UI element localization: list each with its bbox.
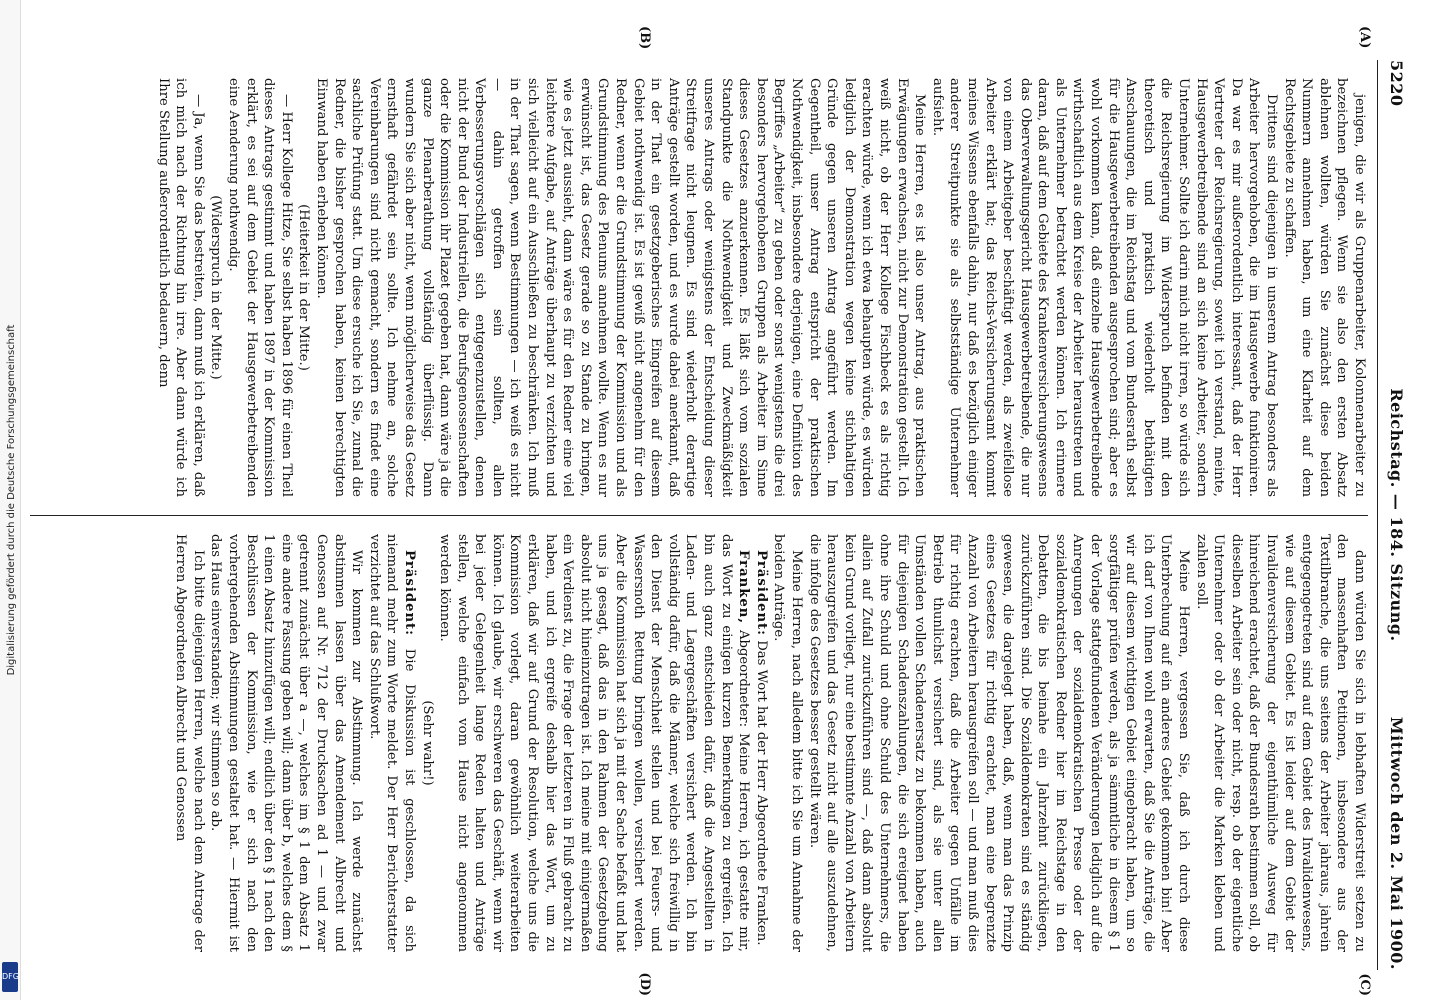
paragraph: dann würden Sie sich in lebhaften Widerstreit setzen zu den massenhaften Petitionen, insbesondere aus der Textilbranche, die uns seitens der Arbeiter jahraus, jahrein entgegengetreten sind auf dem Gebiet des Invalidenwesens, wie auf diesem Gebiet. Es ist leider auf dem Gebiet der Invalidenversicherung der eigenthümliche Ausweg für hinreichend erachtet, daß der Bundesrath bestimmen soll, ob dieselben Arbeiter sein oder nicht, resp. ob der eigentliche Unternehmer oder ob der Arbeiter die Marken kleben und zahlen soll. (1193, 534, 1367, 952)
paragraph: Meine Herren, es ist also unser Antrag, aus praktischen Erwägungen erwachsen, nicht zur Demonstration gestellt. Ich weiß nicht, ob der Herr Kollege Fischbeck es als richtig erachten würde, wenn ich etwa behaupten würde, es würden lediglich der Demonstration wegen keine stichhaltigen Gründe gegen unseren Antrag angeführt werden. Im Gegentheil, unser Antrag entspricht der praktischen Nothwendigkeit, insbesondere derjenigen, eine Definition des Begriffes „Arbeiter“ zu geben oder sonst wenigstens die drei besonders hervorgehobenen Gruppen als Arbeiter im Sinne dieses Gesetzes anzuerkennen. Es läßt sich vom sozialen Standpunkte die Nothwendigkeit und Zweckmäßigkeit unseres Antrags oder wenigstens der Entscheidung dieser Streitfrage nicht leugnen. Es sind wiederholt derartige Anträge gestellt worden, und es wurde dabei anerkannt, daß in der That ein gesetzgeberisches Eingreifen auf diesem Gebiet nothwendig ist. Es ist gewiß nicht angenehm für den Redner, wenn er die Grundstimmung der Kommission und als Grundstimmung des Plenums annehmen wollte. Wenn es nur erwünscht ist, das Gesetz gerade so zu Stande zu bringen, wie es jetzt aussieht, dann wäre es für den Redner eine viel leichtere Aufgabe, auf Anträge überhaupt zu verzichten und sich vielleicht auf ein Ausschließen zu beschränken. Ich muß in der That sagen, wenn Bestimmungen — ich weiß es nicht — dahin getroffen sein sollten, allen Verbesserungsvorschlägen sich entgegenzustellen, denen nicht der Bund der Industriellen, die Berufsgenossenschaften oder die Kommission ihr Plazet gegeben hat, dann wäre ja die ganze Plenarberathung vollständig überflüssig. Dann wundern Sie sich aber nicht, wenn möglicherweise das Gesetz ernsthaft gefährdet sein sollte. Ich nehme an, solche Vereinbarungen sind nicht gemacht, sondern es findet eine sachliche Prüfung statt. Um diese ersuche ich Sie, zumal die Redner, die bisher gesprochen haben, keinen berechtigten Einwand haben erheben können. (313, 78, 928, 497)
funding-notice: Digitalisierung gefördert durch die Deutsche Forschungsgemeinschaft (6, 324, 17, 676)
paragraph: Wir kommen zur Abstimmung. Ich werde zunächst abstimmen lassen über das Amendement Albrecht und Genossen auf Nr. 712 der Drucksachen ad 1 — und zwar getrennt zunächst über a —, welches im § 1 dem Absatz 1 eine andere Fassung geben will; dann über b, welches dem § 1 einen Absatz hinzufügen will; endlich über den § 1 nach den Beschlüssen der Kommission, wie er sich nach den vorhergehenden Abstimmungen gestaltet hat. — Hiermit ist das Haus einverstanden; wir stimmen so ab. (208, 534, 365, 952)
speech-paragraph (752, 534, 770, 952)
margin-letter-a: (A) (1357, 26, 1372, 49)
session-date: Mittwoch den 2. Mai 1900. (1387, 716, 1406, 970)
page-body (30, 26, 1412, 996)
margin-letter-b: (B) (637, 26, 652, 50)
paragraph: Drittens sind diejenigen in unserem Antrag besonders als Arbeiter hervorgehoben, die im Hausgewerbe funktioniren. Da war es mir außerordentlich interessant, daß der Herr Vertreter der Reichsregierung, soweit ich verstand, meinte, Hausgewerbetreibende sind an sich keine Arbeiter, sondern Unternehmer. Sollte ich darin mich nicht irren, so würde sich die Reichsregierung im Widerspruch befinden mit den theoretisch und praktisch wiederholt bethätigten Anschauungen, die im Reichstag und vom Bundesrath selbst für die Hausgewerbetreibenden ausgesprochen sind; aber es wohl vorkommen kann, daß einzelne Hausgewerbetreibende wirthschaftlich aus dem Kreise der Arbeiter heraustreten und als Unternehmer betrachtet werden können. Ich erinnere daran, daß auf dem Gebiete des Krankenversicherungswesens das Oberverwaltungsgericht Hausgewerbetreibende, die nur von einem Arbeitgeber beschäftigt werden, als zweifellose Arbeiter erklärt hat; das Reichs-Versicherungsamt kommt meines Wissens ebenfalls dahin, nur daß es bezüglich einiger anderer Streitpunkte sie als selbstständige Unternehmer aufsieht. (929, 78, 1280, 497)
interjection: (Widerspruch in der Mitte.) (208, 195, 224, 380)
paragraph: Meine Herren, vergessen Sie, daß ich durch diese Unterbrechung auf ein anderes Gebiet gekommen bin! Aber ich darf von Ihnen wohl erwarten, daß Sie die Anträge, die wir auf diesem wichtigen Gebiet eingebracht haben, um so sorgfältiger prüfen werden, als ja sämmtliche in diesem § 1 der Vorlage stattgefundenen Veränderungen lediglich auf die Anregungen der sozialdemokratischen Presse oder der sozialdemokratischen Redner hier im Reichstage in den Debatten, die bis beinahe ein Jahrzehnt zurückliegen, zurückzuführen sind. Die Sozialdemokraten sind es ständig gewesen, die dargelegt haben, daß, wenn man das Prinzip eines Gesetzes für richtig erachtet, man eine begrenzte Anzahl von Arbeitern herausgreifen soll — und man muß dies für richtig erachten, daß die Arbeiter gegen Unfälle im Betrieb thunlichst versichert sind, als sie unter allen Umständen vollen Schadenersatz zu bekommen haben, auch für diejenigen Schadenszahlungen, die sich ereignet haben ohne ihre Schuld und ohne Schuld des Unternehmers, die allein auf Zufall zurückzuführen sind —, daß dann absolut kein Grund vorliegt, nur eine bestimmte Anzahl von Arbeitern herauszugreifen und das Gesetz nicht auf alle auszudehnen, die infolge des Gesetzes besser gestellt wären. (806, 534, 1192, 952)
speaker-name: Präsident: (401, 550, 417, 637)
running-head: Reichstag. — 184. Sitzung. (1387, 388, 1406, 642)
interjection: (Heiterkeit in der Mitte.) (296, 204, 312, 371)
right-column (30, 515, 1368, 970)
interjection: (Sehr wahr!) (419, 700, 435, 786)
margin-letter-d: (D) (637, 972, 652, 996)
paragraph: Ich bitte diejenigen Herren, welche nach dem Antrage der Herren Abgeordneten Albrecht und Genossen (173, 534, 206, 952)
text-columns (30, 60, 1368, 970)
left-column (30, 60, 1368, 515)
speech-text: Abgeordneter: Meine Herren, ich gestatte mir, das Wort zu einigen kurzen Bemerkungen zu ergreifen. Ich bin auch ganz entschieden dafür, daß die Angestellten in Laden- und Lagergeschäften versichert werden. Ich bin vollständig dafür, daß die Männer, welche sich freiwillig in den Dienst der Menschheit stellen und bei Feuers- und Wassersnoth Rettung bringen wollen, versichert werden. Aber die Kommission hat sich ja mit der Sache befaßt und hat uns ja gesagt, daß das in den Rahmen der Gesetzgebung absolut nicht hineinzutragen ist. Ich meine mit einigermaßen ein Verdienst zu, die Frage der letzteren in Fluß gebracht zu haben, und ich ergreife deshalb hier das Wort, um zu erklären, daß wir auf Grund der Resolution, welche uns die Kommission vorlegt, daran gewöhnlich weiterarbeiten können. Ich glaube, wir erschweren das Geschäft, wenn wir bei jeder Gelegenheit lange Reden halten und Anträge stellen, welche einfach vom Hause nicht angenommen werden können. (437, 534, 752, 952)
page-header (1377, 60, 1412, 970)
speech-paragraph (365, 534, 418, 952)
dfg-logo: DFG (2, 962, 18, 992)
paragraph: jenigen, die wir als Gruppenarbeiter, Kolonnenarbeiter zu bezeichnen pflegen. Wenn sie also den ersten Absatz ablehnen wollten, würden Sie zunächst diese beiden Nummern annehmen haben, um eine Klarheit auf dem Rechtsgebiete zu schaffen. (1281, 78, 1367, 497)
paragraph: Meine Herren, nach alledem bitte ich Sie um Annahme der beiden Anträge. (771, 534, 804, 952)
page-number: 5220 (1387, 60, 1406, 107)
speaker-name: Franken, (736, 550, 752, 624)
speech-paragraph (436, 534, 753, 952)
speech-text: Die Diskussion ist geschlossen, da sich niemand mehr zum Worte meldet. Der Herr Berichterstatter verzichtet auf das Schlußwort. (366, 534, 417, 952)
paragraph: — Ja, wenn Sie das bestreiten, dann muß ich erklären, daß ich mich nach der Richtung hin irre. Aber dann würde ich Ihre Stellung außerordentlich bedauern, denn (155, 78, 206, 497)
speech-text: Das Wort hat der Herr Abgeordnete Franken. (753, 640, 769, 946)
paragraph: — Herr Kollege Hitze, Sie selbst haben 1896 für einen Theil dieses Antrags gestimmt und haben 1897 in der Kommission erklärt, es sei auf dem Gebiet der Hausgewerbetreibenden eine Aenderung nothwendig. (226, 78, 294, 497)
speaker-name: Präsident: (753, 550, 769, 637)
margin-letter-c: (C) (1357, 973, 1372, 996)
